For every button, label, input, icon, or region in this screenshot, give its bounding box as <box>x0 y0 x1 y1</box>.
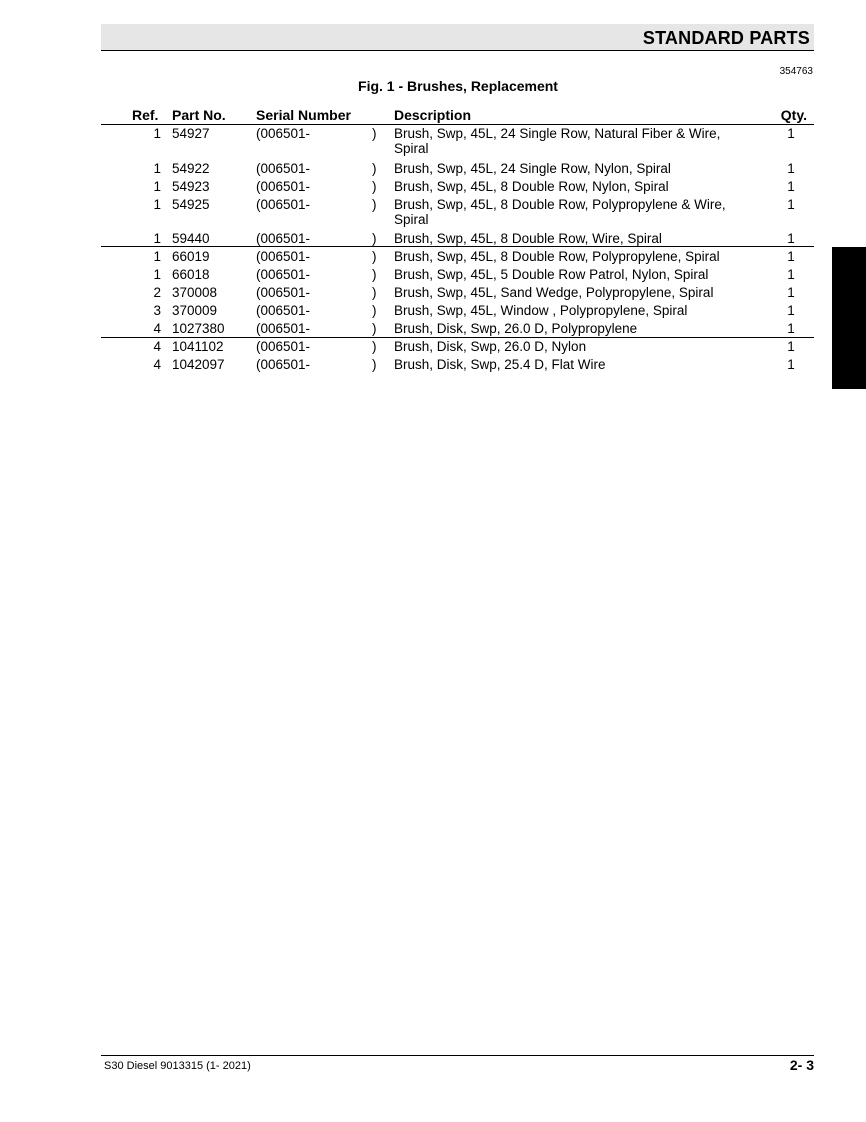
serial-close-paren: ) <box>372 285 377 300</box>
qty-cell: 1 <box>787 303 795 318</box>
part-no-cell: 1027380 <box>172 321 225 336</box>
figure-title: Fig. 1 - Brushes, Replacement <box>358 78 558 94</box>
part-no-cell: 1042097 <box>172 357 225 372</box>
document-number: 354763 <box>779 66 813 77</box>
table-row <box>101 126 814 156</box>
part-no-cell: 1041102 <box>172 339 224 354</box>
qty-cell: 1 <box>787 267 795 282</box>
description-cell: Brush, Swp, 45L, 8 Double Row, Wire, Spiral <box>394 231 662 246</box>
serial-cell: (006501- <box>256 249 311 264</box>
description-cell: Brush, Disk, Swp, 26.0 D, Nylon <box>394 339 587 354</box>
table-header <box>101 107 814 125</box>
description-cell: Brush, Disk, Swp, 25.4 D, Flat Wire <box>394 357 606 372</box>
column-header-serial: Serial Number <box>256 107 351 123</box>
page-number: 2- 3 <box>789 1057 814 1073</box>
description-cell: Brush, Swp, 45L, Window , Polypropylene, Spiral <box>394 303 688 318</box>
part-no-cell: 54922 <box>172 161 210 176</box>
ref-cell: 4 <box>153 321 161 336</box>
serial-cell: (006501- <box>256 267 311 282</box>
description-cell: Brush, Swp, 45L, 5 Double Row Patrol, Nylon, Spiral <box>394 267 709 282</box>
serial-cell: (006501- <box>256 339 311 354</box>
ref-cell: 2 <box>153 285 161 300</box>
part-no-cell: 66019 <box>172 249 210 264</box>
serial-close-paren: ) <box>372 231 377 246</box>
part-no-cell: 370008 <box>172 285 218 300</box>
ref-cell: 1 <box>153 161 161 176</box>
table-row <box>101 197 814 227</box>
part-no-cell: 54927 <box>172 126 210 141</box>
serial-close-paren: ) <box>372 267 377 282</box>
part-no-cell: 370009 <box>172 303 218 318</box>
footer-manual-id: S30 Diesel 9013315 (1- 2021) <box>104 1060 251 1072</box>
serial-close-paren: ) <box>372 357 377 372</box>
page-header-bar <box>101 24 814 51</box>
description-continuation: Spiral <box>394 141 429 156</box>
row-divider <box>101 246 814 247</box>
serial-cell: (006501- <box>256 357 311 372</box>
ref-cell: 1 <box>153 197 161 212</box>
description-cell: Brush, Swp, 45L, 8 Double Row, Nylon, Spiral <box>394 179 669 194</box>
ref-cell: 1 <box>153 231 161 246</box>
qty-cell: 1 <box>787 285 795 300</box>
serial-cell: (006501- <box>256 126 311 141</box>
qty-cell: 1 <box>787 126 795 141</box>
serial-cell: (006501- <box>256 231 311 246</box>
qty-cell: 1 <box>787 249 795 264</box>
serial-cell: (006501- <box>256 161 311 176</box>
serial-close-paren: ) <box>372 303 377 318</box>
column-header-qty: Qty. <box>780 107 807 123</box>
part-no-cell: 54925 <box>172 197 210 212</box>
ref-cell: 1 <box>153 179 161 194</box>
qty-cell: 1 <box>787 357 795 372</box>
part-no-cell: 54923 <box>172 179 210 194</box>
serial-close-paren: ) <box>372 197 377 212</box>
ref-cell: 1 <box>153 249 161 264</box>
serial-cell: (006501- <box>256 179 311 194</box>
ref-cell: 1 <box>153 126 161 141</box>
section-thumb-tab <box>832 247 866 389</box>
part-no-cell: 59440 <box>172 231 210 246</box>
ref-cell: 4 <box>153 339 161 354</box>
column-header-description: Description <box>394 107 472 123</box>
serial-cell: (006501- <box>256 321 311 336</box>
serial-close-paren: ) <box>372 179 377 194</box>
serial-close-paren: ) <box>372 339 377 354</box>
serial-close-paren: ) <box>372 321 377 336</box>
ref-cell: 1 <box>153 267 161 282</box>
serial-cell: (006501- <box>256 303 311 318</box>
description-cell: Brush, Swp, 45L, 24 Single Row, Nylon, Spiral <box>394 161 671 176</box>
qty-cell: 1 <box>787 197 795 212</box>
column-header-part-no: Part No. <box>172 107 226 123</box>
ref-cell: 4 <box>153 357 161 372</box>
description-cell: Brush, Disk, Swp, 26.0 D, Polypropylene <box>394 321 638 336</box>
serial-close-paren: ) <box>372 126 377 141</box>
qty-cell: 1 <box>787 339 795 354</box>
qty-cell: 1 <box>787 321 795 336</box>
part-no-cell: 66018 <box>172 267 210 282</box>
serial-cell: (006501- <box>256 285 311 300</box>
serial-close-paren: ) <box>372 161 377 176</box>
description-cell: Brush, Swp, 45L, 24 Single Row, Natural Fiber & Wire, <box>394 126 721 141</box>
column-header-ref: Ref. <box>132 107 159 123</box>
serial-cell: (006501- <box>256 197 311 212</box>
qty-cell: 1 <box>787 231 795 246</box>
page-title: STANDARD PARTS <box>642 28 810 48</box>
qty-cell: 1 <box>787 179 795 194</box>
description-continuation: Spiral <box>394 212 429 227</box>
qty-cell: 1 <box>787 161 795 176</box>
description-cell: Brush, Swp, 45L, 8 Double Row, Polypropylene & Wire, <box>394 197 726 212</box>
description-cell: Brush, Swp, 45L, Sand Wedge, Polypropylene, Spiral <box>394 285 714 300</box>
row-divider <box>101 337 814 338</box>
description-cell: Brush, Swp, 45L, 8 Double Row, Polypropylene, Spiral <box>394 249 720 264</box>
serial-close-paren: ) <box>372 249 377 264</box>
ref-cell: 3 <box>153 303 161 318</box>
footer-divider <box>101 1055 814 1056</box>
